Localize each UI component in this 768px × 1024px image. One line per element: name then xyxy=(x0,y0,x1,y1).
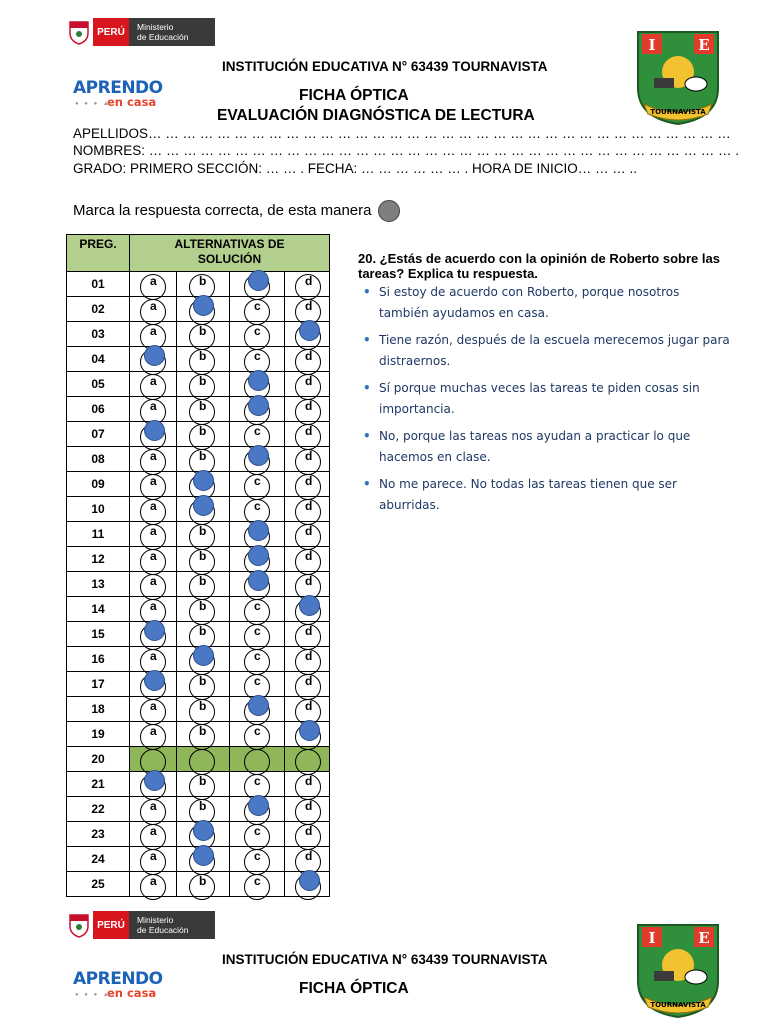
filled-answer-mark xyxy=(193,495,214,516)
filled-answer-mark xyxy=(299,870,320,891)
option-letter: c xyxy=(254,299,261,313)
option-letter: b xyxy=(199,374,207,388)
option-cell-a[interactable] xyxy=(130,872,177,897)
option-cell-a[interactable] xyxy=(130,747,177,772)
option-letter: c xyxy=(254,874,261,888)
option-cell-d[interactable] xyxy=(285,697,330,722)
option-letter: c xyxy=(254,724,261,738)
option-letter: d xyxy=(305,524,313,538)
option-cell-a[interactable] xyxy=(130,347,177,372)
filled-answer-mark xyxy=(144,345,165,366)
answer-option: • No me parece. No todas las tareas tienen que ser aburridas. xyxy=(362,474,732,516)
question-20: 20. ¿Estás de acuerdo con la opinión de Roberto sobre las tareas? Explica tu respuesta. xyxy=(358,251,720,281)
answer-row xyxy=(67,372,330,397)
ministerio-label: Ministerio de Educación xyxy=(129,911,215,939)
option-cell-d[interactable] xyxy=(285,822,330,847)
filled-answer-mark xyxy=(144,420,165,441)
option-cell-a[interactable] xyxy=(130,572,177,597)
option-cell-d[interactable] xyxy=(285,772,330,797)
question-number: 24 xyxy=(67,847,130,872)
option-cell-b[interactable] xyxy=(177,822,230,847)
option-cell-c[interactable] xyxy=(230,522,285,547)
question-number: 22 xyxy=(67,797,130,822)
option-letter: d xyxy=(305,449,313,463)
option-cell-b[interactable] xyxy=(177,697,230,722)
question-number: 21 xyxy=(67,772,130,797)
option-letter: d xyxy=(305,549,313,563)
option-cell-d[interactable] xyxy=(285,722,330,747)
question-number: 04 xyxy=(67,347,130,372)
option-cell-a[interactable] xyxy=(130,472,177,497)
option-cell-c[interactable] xyxy=(230,872,285,897)
option-cell-b[interactable] xyxy=(177,772,230,797)
option-cell-b[interactable] xyxy=(177,847,230,872)
option-letter: d xyxy=(305,474,313,488)
answer-row xyxy=(67,697,330,722)
nombres-field[interactable]: NOMBRES: … … … … … … … … … … … … … … … … … … … … … … … … … … … … … … … … … … . xyxy=(73,143,740,158)
filled-answer-mark xyxy=(248,445,269,466)
option-letter: a xyxy=(150,399,157,413)
option-cell-d[interactable] xyxy=(285,372,330,397)
option-letter: a xyxy=(150,574,157,588)
option-letter: c xyxy=(254,774,261,788)
option-cell-a[interactable] xyxy=(130,272,177,297)
question-number: 02 xyxy=(67,297,130,322)
header-alternativas: ALTERNATIVAS DE SOLUCIÓN xyxy=(130,235,330,272)
option-letter: d xyxy=(305,649,313,663)
option-letter: d xyxy=(305,399,313,413)
option-letter: d xyxy=(305,624,313,638)
bullet-icon: • xyxy=(363,285,371,299)
option-letter: a xyxy=(150,699,157,713)
question-number: 10 xyxy=(67,497,130,522)
option-cell-a[interactable] xyxy=(130,672,177,697)
option-cell-c[interactable] xyxy=(230,322,285,347)
question-20-answers xyxy=(362,282,732,522)
option-cell-d[interactable] xyxy=(285,522,330,547)
option-letter: d xyxy=(305,699,313,713)
option-cell-c[interactable] xyxy=(230,622,285,647)
peru-label: PERÚ xyxy=(93,911,129,939)
answer-row xyxy=(67,447,330,472)
aprendo-en-casa-logo: APRENDO en casa ● ● ● ▲ xyxy=(73,78,163,109)
option-cell-d[interactable] xyxy=(285,547,330,572)
answer-row xyxy=(67,522,330,547)
question-number: 16 xyxy=(67,647,130,672)
option-cell-a[interactable] xyxy=(130,372,177,397)
option-cell-a[interactable] xyxy=(130,397,177,422)
bullet-icon: • xyxy=(363,381,371,395)
bullet-icon: • xyxy=(363,477,371,491)
option-cell-c[interactable] xyxy=(230,397,285,422)
option-cell-a[interactable] xyxy=(130,822,177,847)
option-cell-d[interactable] xyxy=(285,447,330,472)
option-letter: d xyxy=(305,774,313,788)
option-cell-b[interactable] xyxy=(177,347,230,372)
option-letter: b xyxy=(199,774,207,788)
option-cell-c[interactable] xyxy=(230,472,285,497)
filled-answer-mark xyxy=(248,695,269,716)
option-letter: b xyxy=(199,674,207,688)
question-number: 23 xyxy=(67,822,130,847)
option-cell-c[interactable] xyxy=(230,672,285,697)
option-cell-a[interactable] xyxy=(130,322,177,347)
filled-answer-mark xyxy=(193,645,214,666)
answer-option: • Sí porque muchas veces las tareas te piden cosas sin importancia. xyxy=(362,378,732,420)
option-cell-c[interactable] xyxy=(230,447,285,472)
option-letter: a xyxy=(150,474,157,488)
option-cell-b[interactable] xyxy=(177,622,230,647)
answer-row xyxy=(67,647,330,672)
option-letter: d xyxy=(305,824,313,838)
option-cell-a[interactable] xyxy=(130,797,177,822)
option-letter: b xyxy=(199,799,207,813)
option-letter: b xyxy=(199,874,207,888)
question-number: 20 xyxy=(67,747,130,772)
option-letter: b xyxy=(199,399,207,413)
footer-institution-name: INSTITUCIÓN EDUCATIVA N° 63439 TOURNAVISTA xyxy=(222,952,548,967)
peru-coat-of-arms-icon xyxy=(68,19,90,45)
option-letter: c xyxy=(254,599,261,613)
option-letter: d xyxy=(305,799,313,813)
answer-row xyxy=(67,272,330,297)
header-preg: PREG. xyxy=(67,235,130,272)
option-cell-a[interactable] xyxy=(130,697,177,722)
svg-text:E: E xyxy=(698,929,710,947)
option-letter: c xyxy=(254,474,261,488)
question-number: 09 xyxy=(67,472,130,497)
peru-label: PERÚ xyxy=(93,18,129,46)
option-letter: c xyxy=(254,649,261,663)
page-subtitle: EVALUACIÓN DIAGNÓSTICA DE LECTURA xyxy=(217,107,535,124)
option-cell-a[interactable] xyxy=(130,647,177,672)
option-letter: d xyxy=(305,374,313,388)
option-letter: a xyxy=(150,874,157,888)
option-cell-d[interactable] xyxy=(285,572,330,597)
option-letter: a xyxy=(150,524,157,538)
option-letter: d xyxy=(305,349,313,363)
filled-answer-mark xyxy=(144,670,165,691)
option-cell-a[interactable] xyxy=(130,622,177,647)
option-cell-c[interactable] xyxy=(230,497,285,522)
filled-answer-mark xyxy=(144,620,165,641)
option-letter: d xyxy=(305,299,313,313)
question-number: 17 xyxy=(67,672,130,697)
question-number: 12 xyxy=(67,547,130,572)
filled-answer-mark xyxy=(193,820,214,841)
option-letter: c xyxy=(254,349,261,363)
option-cell-c[interactable] xyxy=(230,822,285,847)
option-letter: a xyxy=(150,299,157,313)
option-letter: b xyxy=(199,424,207,438)
option-cell-a[interactable] xyxy=(130,297,177,322)
option-cell-c[interactable] xyxy=(230,547,285,572)
answer-row xyxy=(67,672,330,697)
option-cell-d[interactable] xyxy=(285,272,330,297)
question-number: 18 xyxy=(67,697,130,722)
option-letter: b xyxy=(199,549,207,563)
question-number: 25 xyxy=(67,872,130,897)
option-cell-b[interactable] xyxy=(177,747,230,772)
filled-answer-mark xyxy=(299,320,320,341)
option-cell-d[interactable] xyxy=(285,422,330,447)
option-cell-b[interactable] xyxy=(177,472,230,497)
filled-answer-mark xyxy=(248,520,269,541)
option-cell-d[interactable] xyxy=(285,472,330,497)
answer-option: • Tiene razón, después de la escuela merecemos jugar para distraernos. xyxy=(362,330,732,372)
apellidos-field[interactable]: APELLIDOS… … … … … … … … … … … … … … … … … … … … … … … … … … … … … … … … … … xyxy=(73,126,731,141)
answer-row xyxy=(67,547,330,572)
option-letter: b xyxy=(199,524,207,538)
option-cell-b[interactable] xyxy=(177,372,230,397)
option-cell-b[interactable] xyxy=(177,272,230,297)
option-letter: b xyxy=(199,274,207,288)
dots-decoration: ● ● ● ▲ xyxy=(75,992,111,998)
option-cell-a[interactable] xyxy=(130,772,177,797)
option-cell-c[interactable] xyxy=(230,647,285,672)
option-letter: b xyxy=(199,599,207,613)
option-cell-a[interactable] xyxy=(130,722,177,747)
option-cell-b[interactable] xyxy=(177,647,230,672)
answer-row xyxy=(67,597,330,622)
option-cell-b[interactable] xyxy=(177,397,230,422)
option-cell-a[interactable] xyxy=(130,422,177,447)
answer-row xyxy=(67,322,330,347)
answer-row xyxy=(67,822,330,847)
option-letter: d xyxy=(305,849,313,863)
option-letter: a xyxy=(150,549,157,563)
option-letter: d xyxy=(305,274,313,288)
option-letter: a xyxy=(150,649,157,663)
filled-answer-mark xyxy=(299,720,320,741)
option-cell-d[interactable] xyxy=(285,647,330,672)
option-cell-a[interactable] xyxy=(130,847,177,872)
answer-row xyxy=(67,722,330,747)
option-cell-b[interactable] xyxy=(177,597,230,622)
institution-name: INSTITUCIÓN EDUCATIVA N° 63439 TOURNAVISTA xyxy=(222,59,548,74)
option-letter: c xyxy=(254,824,261,838)
option-cell-c[interactable] xyxy=(230,572,285,597)
option-cell-c[interactable] xyxy=(230,847,285,872)
filled-answer-mark xyxy=(299,595,320,616)
bullet-icon: • xyxy=(363,333,371,347)
bullet-icon: • xyxy=(363,429,371,443)
footer-aprendo-en-casa-logo: APRENDO en casa ● ● ● ▲ xyxy=(73,969,163,1000)
option-cell-d[interactable] xyxy=(285,347,330,372)
option-letter: a xyxy=(150,374,157,388)
school-emblem-icon xyxy=(634,28,722,126)
filled-answer-mark xyxy=(248,370,269,391)
option-letter: a xyxy=(150,499,157,513)
question-number: 03 xyxy=(67,322,130,347)
option-letter: d xyxy=(305,424,313,438)
option-letter: c xyxy=(254,424,261,438)
option-cell-b[interactable] xyxy=(177,447,230,472)
option-cell-c[interactable] xyxy=(230,772,285,797)
option-cell-d[interactable] xyxy=(285,497,330,522)
filled-answer-mark xyxy=(193,295,214,316)
option-cell-d[interactable] xyxy=(285,872,330,897)
question-number: 13 xyxy=(67,572,130,597)
answer-option: • Si estoy de acuerdo con Roberto, porque nosotros también ayudamos en casa. xyxy=(362,282,732,324)
filled-answer-mark xyxy=(248,795,269,816)
question-number: 05 xyxy=(67,372,130,397)
option-cell-c[interactable] xyxy=(230,597,285,622)
option-cell-d[interactable] xyxy=(285,297,330,322)
option-cell-d[interactable] xyxy=(285,397,330,422)
option-letter: b xyxy=(199,574,207,588)
filled-answer-mark xyxy=(193,470,214,491)
option-cell-a[interactable] xyxy=(130,447,177,472)
question-number: 01 xyxy=(67,272,130,297)
footer-page-title: FICHA ÓPTICA xyxy=(299,980,409,997)
page-title: FICHA ÓPTICA xyxy=(299,87,409,104)
option-cell-d[interactable] xyxy=(285,622,330,647)
option-letter: a xyxy=(150,824,157,838)
question-number: 15 xyxy=(67,622,130,647)
answer-row xyxy=(67,622,330,647)
option-cell-a[interactable] xyxy=(130,497,177,522)
option-cell-d[interactable] xyxy=(285,322,330,347)
option-cell-d[interactable] xyxy=(285,797,330,822)
option-letter: b xyxy=(199,724,207,738)
svg-text:I: I xyxy=(648,929,656,947)
option-letter: b xyxy=(199,624,207,638)
footer-ministerio-logo xyxy=(68,909,215,941)
ministerio-logo xyxy=(68,16,215,48)
option-cell-c[interactable] xyxy=(230,722,285,747)
answer-row xyxy=(67,397,330,422)
option-letter: c xyxy=(254,624,261,638)
option-letter: a xyxy=(150,324,157,338)
option-letter: d xyxy=(305,499,313,513)
option-letter: b xyxy=(199,449,207,463)
option-cell-c[interactable] xyxy=(230,422,285,447)
question-number: 11 xyxy=(67,522,130,547)
answer-option: • No, porque las tareas nos ayudan a practicar lo que hacemos en clase. xyxy=(362,426,732,468)
filled-answer-mark xyxy=(193,845,214,866)
footer-school-emblem-icon xyxy=(634,921,722,1019)
option-letter: a xyxy=(150,724,157,738)
svg-text:I: I xyxy=(648,36,656,54)
svg-text:TOURNAVISTA: TOURNAVISTA xyxy=(650,108,706,116)
option-letter: c xyxy=(254,849,261,863)
answer-row xyxy=(67,422,330,447)
question-number: 19 xyxy=(67,722,130,747)
option-letter: a xyxy=(150,849,157,863)
option-cell-d[interactable] xyxy=(285,672,330,697)
option-cell-a[interactable] xyxy=(130,547,177,572)
option-cell-b[interactable] xyxy=(177,672,230,697)
option-cell-c[interactable] xyxy=(230,347,285,372)
instruction-text: Marca la respuesta correcta, de esta manera xyxy=(73,200,400,222)
example-filled-circle xyxy=(378,200,400,222)
option-letter: a xyxy=(150,274,157,288)
option-letter: a xyxy=(150,799,157,813)
option-cell-d[interactable] xyxy=(285,747,330,772)
dots-decoration: ● ● ● ▲ xyxy=(75,101,111,107)
option-cell-b[interactable] xyxy=(177,422,230,447)
svg-text:TOURNAVISTA: TOURNAVISTA xyxy=(650,1001,706,1009)
answer-row xyxy=(67,472,330,497)
filled-answer-mark xyxy=(248,545,269,566)
filled-answer-mark xyxy=(144,770,165,791)
option-cell-b[interactable] xyxy=(177,572,230,597)
option-letter: a xyxy=(150,599,157,613)
answer-row xyxy=(67,797,330,822)
question-number: 08 xyxy=(67,447,130,472)
answer-row xyxy=(67,772,330,797)
ministerio-label: Ministerio de Educación xyxy=(129,18,215,46)
option-letter: b xyxy=(199,699,207,713)
filled-answer-mark xyxy=(248,570,269,591)
option-letter: b xyxy=(199,324,207,338)
option-letter: b xyxy=(199,349,207,363)
option-letter: c xyxy=(254,499,261,513)
svg-text:E: E xyxy=(698,36,710,54)
question-number: 14 xyxy=(67,597,130,622)
answer-row xyxy=(67,872,330,897)
option-cell-d[interactable] xyxy=(285,847,330,872)
answer-row xyxy=(67,847,330,872)
option-letter: c xyxy=(254,674,261,688)
option-cell-c[interactable] xyxy=(230,797,285,822)
answer-row xyxy=(67,747,330,772)
option-cell-a[interactable] xyxy=(130,597,177,622)
option-cell-c[interactable] xyxy=(230,372,285,397)
option-cell-b[interactable] xyxy=(177,297,230,322)
option-letter: d xyxy=(305,574,313,588)
option-cell-b[interactable] xyxy=(177,872,230,897)
filled-answer-mark xyxy=(248,270,269,291)
answer-grid xyxy=(66,234,330,897)
option-cell-b[interactable] xyxy=(177,797,230,822)
answer-row xyxy=(67,347,330,372)
grado-field[interactable]: GRADO: PRIMERO SECCIÓN: … … . FECHA: … … … … … … . HORA DE INICIO… … … .. xyxy=(73,161,638,176)
option-letter: c xyxy=(254,324,261,338)
option-cell-a[interactable] xyxy=(130,522,177,547)
option-cell-b[interactable] xyxy=(177,547,230,572)
option-letter: a xyxy=(150,449,157,463)
option-cell-c[interactable] xyxy=(230,272,285,297)
option-cell-d[interactable] xyxy=(285,597,330,622)
answer-row xyxy=(67,497,330,522)
option-cell-b[interactable] xyxy=(177,522,230,547)
option-cell-c[interactable] xyxy=(230,747,285,772)
option-cell-b[interactable] xyxy=(177,722,230,747)
option-cell-c[interactable] xyxy=(230,297,285,322)
option-cell-b[interactable] xyxy=(177,497,230,522)
option-letter: d xyxy=(305,674,313,688)
question-number: 06 xyxy=(67,397,130,422)
answer-row xyxy=(67,572,330,597)
answer-row xyxy=(67,297,330,322)
peru-coat-of-arms-icon xyxy=(68,912,90,938)
option-cell-b[interactable] xyxy=(177,322,230,347)
question-number: 07 xyxy=(67,422,130,447)
filled-answer-mark xyxy=(248,395,269,416)
option-cell-c[interactable] xyxy=(230,697,285,722)
